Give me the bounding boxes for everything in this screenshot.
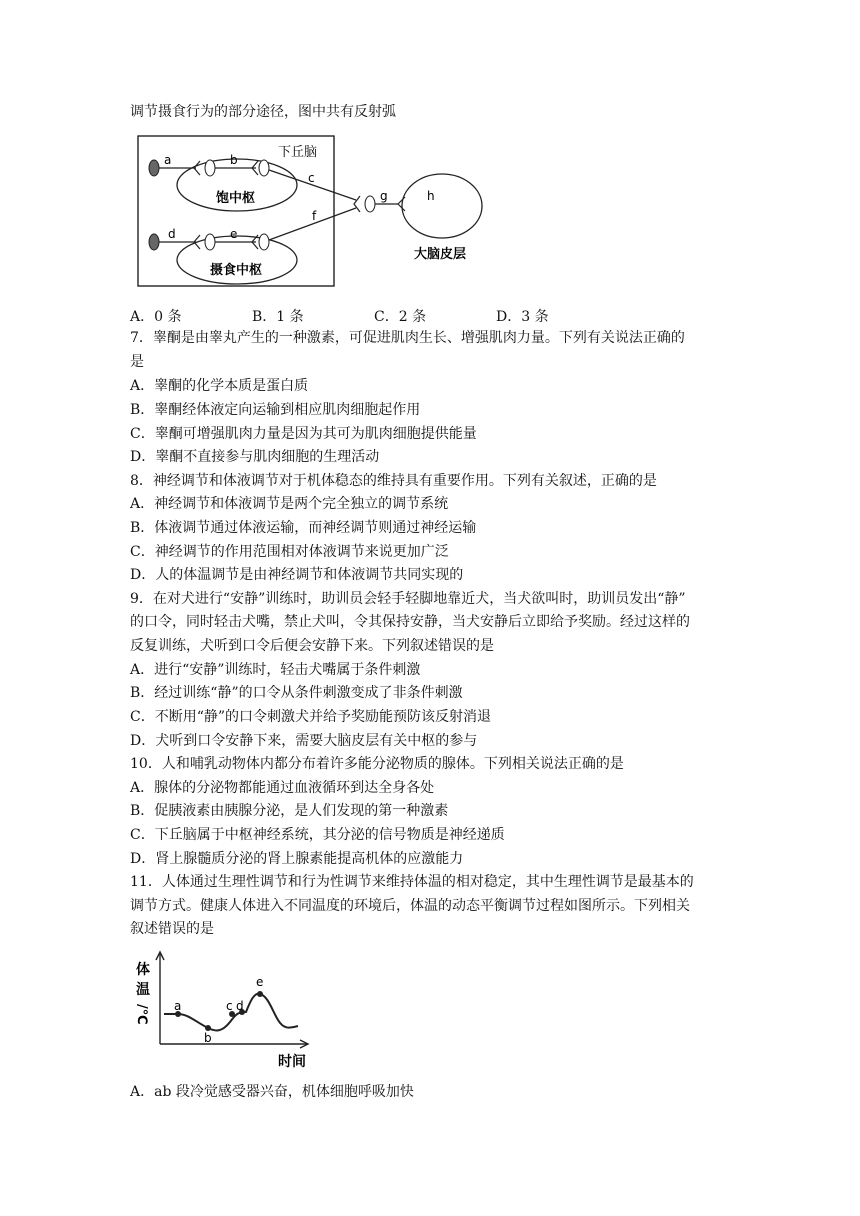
point-e-label: e	[256, 975, 264, 989]
label-c: c	[308, 171, 315, 185]
q11-option-a: A．ab 段冷觉感受器兴奋，机体细胞呼吸加快	[130, 1084, 414, 1100]
x-axis-label: 时间	[278, 1054, 306, 1070]
temperature-graph	[130, 948, 320, 1074]
q7-option-d: D．睾酮不直接参与肌肉细胞的生理活动	[130, 449, 380, 465]
label-d: d	[168, 227, 176, 241]
q6-options	[130, 306, 650, 326]
q7-stem-1: 7．睾酮是由睾丸产生的一种激素，可促进肌肉生长、增强肌肉力量。下列有关说法正确的	[130, 330, 685, 346]
point-d-label: d	[236, 999, 244, 1013]
q7-option-c: C．睾酮可增强肌肉力量是因为其可为肌肉细胞提供能量	[130, 426, 477, 442]
q9-stem-2: 的口令，同时轻击犬嘴，禁止犬叫，令其保持安静，当犬安静后立即给予奖励。经过这样的	[130, 614, 690, 630]
point-b-label: b	[204, 1031, 212, 1045]
q6-option-b: B．1 条	[252, 309, 304, 325]
y-label-char-1: 体	[136, 962, 150, 978]
label-f: f	[312, 209, 317, 223]
q9-option-d: D．犬听到口令安静下来，需要大脑皮层有关中枢的参与	[130, 733, 478, 749]
point-e	[257, 991, 263, 997]
q7-option-a: A．睾酮的化学本质是蛋白质	[130, 378, 309, 394]
label-a: a	[164, 153, 172, 167]
q10-option-d: D．肾上腺髓质分泌的肾上腺素能提高机体的应激能力	[130, 851, 464, 867]
q8-option-a: A．神经调节和体液调节是两个完全独立的调节系统	[130, 496, 449, 512]
label-g: g	[380, 189, 388, 203]
q6-stem-end: 调节摄食行为的部分途径，图中共有反射弧	[130, 104, 396, 120]
q10-option-a: A．腺体的分泌物都能通过血液循环到达全身各处	[130, 780, 435, 796]
q10-option-c: C．下丘脑属于中枢神经系统，其分泌的信号物质是神经递质	[130, 827, 505, 843]
q10-stem: 10．人和哺乳动物体内都分布着许多能分泌物质的腺体。下列相关说法正确的是	[130, 756, 624, 772]
q9-option-c: C．不断用“静”的口令刺激犬并给予奖励能预防该反射消退	[130, 709, 492, 725]
q8-option-d: D．人的体温调节是由神经调节和体液调节共同实现的	[130, 567, 464, 583]
q11-stem-2: 调节方式。健康人体进入不同温度的环境后，体温的动态平衡调节过程如图所示。下列相关	[130, 898, 690, 914]
q9-stem-1: 9．在对犬进行“安静”训练时，助训员会轻手轻脚地靠近犬，当犬欲叫时，助训员发出“静”	[130, 591, 686, 607]
label-e: e	[230, 227, 238, 241]
label-h: h	[427, 189, 435, 203]
point-a-label: a	[174, 999, 182, 1013]
q10-option-b: B．促胰液素由胰腺分泌，是人们发现的第一种激素	[130, 803, 449, 819]
q8-option-c: C．神经调节的作用范围相对体液调节来说更加广泛	[130, 544, 449, 560]
q6-option-d: D．3 条	[496, 309, 549, 325]
q6-option-a: A．0 条	[130, 309, 182, 325]
q11-stem-1: 11．人体通过生理性调节和行为性调节来维持体温的相对稳定，其中生理性调节是最基本的	[130, 874, 694, 890]
feeding-center-label: 摄食中枢	[210, 263, 263, 278]
hypothalamus-label: 下丘脑	[278, 145, 318, 160]
label-b: b	[230, 153, 238, 167]
satiety-center-label: 饱中枢	[216, 191, 256, 206]
reflex-diagram	[130, 130, 510, 300]
point-c-label: c	[226, 999, 233, 1013]
y-label-unit: /℃	[134, 1004, 149, 1025]
q9-option-b: B．经过训练“静”的口令从条件刺激变成了非条件刺激	[130, 685, 463, 701]
q9-option-a: A．进行“安静”训练时，轻击犬嘴属于条件刺激	[130, 662, 421, 678]
q7-option-b: B．睾酮经体液定向运输到相应肌肉细胞起作用	[130, 402, 421, 418]
q9-stem-3: 反复训练，犬听到口令后便会安静下来。下列叙述错误的是	[130, 638, 494, 654]
q6-option-c: C．2 条	[374, 309, 427, 325]
y-label-char-2: 温	[136, 982, 150, 998]
q8-option-b: B．体液调节通过体液运输，而神经调节则通过神经运输	[130, 520, 477, 536]
q7-stem-2: 是	[130, 354, 144, 370]
cortex-label: 大脑皮层	[414, 247, 467, 262]
q8-stem: 8．神经调节和体液调节对于机体稳态的维持具有重要作用。下列有关叙述，正确的是	[130, 473, 657, 489]
q11-stem-3: 叙述错误的是	[130, 921, 214, 937]
